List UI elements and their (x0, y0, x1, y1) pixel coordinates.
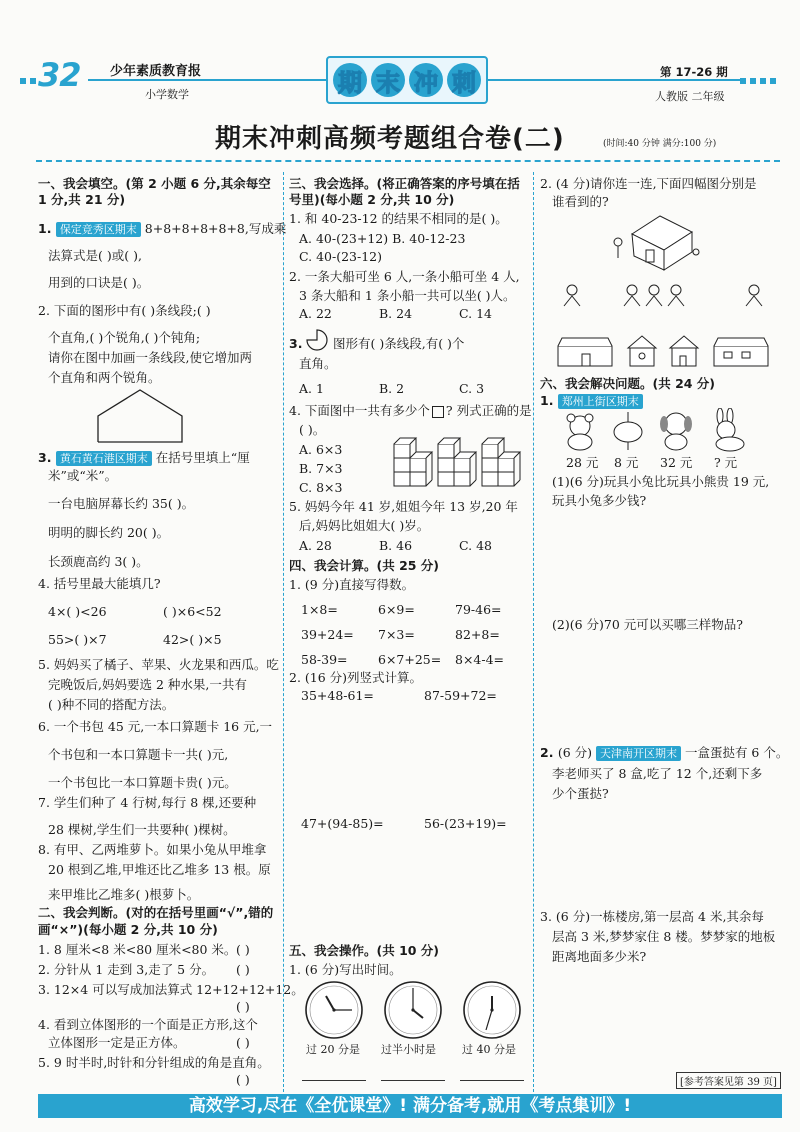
question-text: 米”或“米”。 (48, 468, 118, 483)
choice-option: C. 14 (459, 306, 492, 321)
question-4: 4. 括号里最大能填几? (38, 576, 161, 591)
question-8: 8. 有甲、乙两堆萝卜。如果小兔从甲堆拿 (38, 842, 267, 857)
choice-options: C. 40-(23-12) (299, 249, 382, 264)
page-title: 期末冲刺高频考题组合卷(二) (215, 124, 565, 154)
children-illustration (560, 282, 780, 308)
question-text: 一盒蛋挞有 6 个。 (684, 745, 789, 760)
calc-item: 8×4-4= (455, 652, 505, 667)
problem-3: 3. (6 分)一栋楼房,第一层高 4 米,其余每 (540, 909, 764, 924)
choice-4 (289, 403, 532, 419)
answer-paren[interactable]: ( ) (236, 942, 250, 957)
answer-line[interactable] (460, 1080, 524, 1081)
section-2-title: 画“×”)(每小题 2 分,共 10 分) (38, 922, 218, 937)
section-4-title: 四、我会计算。(共 25 分) (289, 558, 440, 573)
source-tag: 黄石黄石港区期末 (56, 451, 152, 466)
question-2: 2. 下面的图形中有( )条线段;( ) (38, 303, 211, 318)
choice-3-number: 3. (289, 336, 303, 351)
question-7: 7. 学生们种了 4 行树,每行 8 棵,还要种 (38, 795, 257, 810)
choice-1: 1. 和 40-23-12 的结果不相同的是( )。 (289, 211, 508, 226)
clock-icon (462, 980, 522, 1040)
subject-label: 小学数学 (145, 88, 189, 101)
banner-logo (326, 56, 488, 104)
problem-1: 1. 郑州上街区期末 (540, 393, 643, 409)
choice-2: 2. 一条大船可坐 6 人,一条小船可坐 4 人, (289, 269, 520, 284)
price-label: 32 元 (660, 455, 693, 470)
header-rule-left (88, 79, 326, 81)
choice-3: 图形有( )条线段,有( )个 (333, 336, 465, 351)
clock-icon (304, 980, 364, 1040)
question-text: ? 列式正确的是 (445, 403, 532, 418)
vertical-calc: 56-(23+19)= (424, 816, 507, 831)
question-text: 个书包和一本口算题卡一共( )元, (48, 747, 229, 762)
section-2-title: 二、我会判断。(对的在括号里画“√”,错的 (38, 905, 274, 920)
clock-label: 过 40 分是 (462, 1043, 516, 1056)
question-text: ( )种不同的搭配方法。 (48, 697, 175, 712)
question-text: 3 条大船和 1 条小船一共可以坐( )人。 (299, 288, 516, 303)
title-divider (36, 160, 780, 162)
question-text: 谁看到的? (552, 194, 609, 209)
cube-stacks-figure (392, 430, 522, 488)
choice-option: A. 28 (299, 538, 332, 553)
banner-char: 刺 (447, 63, 481, 97)
vertical-calc: 47+(94-85)= (301, 816, 384, 831)
price-label: ? 元 (714, 455, 738, 470)
judge-2: 2. 分针从 1 走到 3,走了 5 分。 (38, 962, 215, 977)
choice-option: B. 2 (379, 381, 405, 396)
question-text: 55>( )×7 (48, 632, 107, 647)
question-text: 个直角和两个锐角。 (48, 370, 161, 385)
question-text: 20 根到乙堆,甲堆还比乙堆多 13 根。原 (48, 862, 271, 877)
calc-item: 39+24= (301, 627, 354, 642)
answer-reference: [参考答案见第 39 页] (676, 1072, 781, 1089)
operate-2: 2. (4 分)请你连一连,下面四幅图分别是 (540, 176, 757, 191)
section-3-title: 三、我会选择。(将正确答案的序号填在括 (289, 176, 520, 191)
question-text: 用到的口诀是( )。 (48, 275, 150, 290)
footer-banner: 高效学习,尽在《全优课堂》! 满分备考,就用《考点集训》! (38, 1094, 782, 1118)
price-label: 8 元 (614, 455, 639, 470)
section-6-title: 六、我会解决问题。(共 24 分) (540, 376, 716, 391)
question-text: 李老师买了 8 盒,吃了 12 个,还剩下多 (552, 766, 763, 781)
question-text: 4×( )<26 (48, 604, 107, 619)
choice-option: B. 24 (379, 306, 413, 321)
newspaper-name: 少年素质教育报 (110, 64, 202, 79)
calc-item: 6×9= (378, 602, 415, 617)
choice-option: B. 7×3 (299, 461, 343, 476)
toy-top-icon (610, 410, 646, 452)
question-text: 个直角,( )个锐角,( )个钝角; (48, 330, 201, 345)
answer-paren[interactable]: ( ) (236, 1035, 250, 1050)
question-text: 28 棵树,学生们一共要种( )棵树。 (48, 822, 236, 837)
calc-1: 1. (9 分)直接写得数。 (289, 577, 415, 592)
issue-label: 第 17-26 期 (660, 65, 728, 79)
problem-1-part-1: (1)(6 分)玩具小兔比玩具小熊贵 19 元, (552, 474, 770, 489)
question-text: 来甲堆比乙堆多( )根萝卜。 (48, 887, 200, 902)
section-5-title: 五、我会操作。(共 10 分) (289, 943, 440, 958)
cube-icon (432, 406, 444, 418)
judge-4: 4. 看到立体图形的一个面是正方形,这个 (38, 1017, 258, 1032)
question-text: 玩具小兔多少钱? (552, 493, 647, 508)
clock-label: 过 20 分是 (306, 1043, 360, 1056)
choice-option: A. 22 (299, 306, 332, 321)
choice-option: C. 48 (459, 538, 492, 553)
judge-5: 5. 9 时半时,时针和分针组成的角是直角。 (38, 1055, 270, 1070)
clock-icon (383, 980, 443, 1040)
question-text: 长颈鹿高约 3( )。 (48, 554, 149, 569)
clock-label: 过半小时是 (381, 1043, 436, 1056)
question-text: 距离地面多少米? (552, 949, 647, 964)
calc-item: 6×7+25= (378, 652, 442, 667)
question-text: 完晚饭后,妈妈要选 2 种水果,一共有 (48, 677, 247, 692)
question-text: 立体图形一定是正方体。 (48, 1035, 186, 1050)
answer-paren[interactable]: ( ) (236, 1072, 250, 1087)
choice-option: C. 3 (459, 381, 485, 396)
choice-option: A. 6×3 (299, 442, 343, 457)
question-5: 5. 妈妈买了橘子、苹果、火龙果和西瓜。吃 (38, 657, 279, 672)
pentagon-figure (96, 388, 186, 444)
choice-options: A. 40-(23+12) B. 40-12-23 (299, 231, 466, 246)
source-tag: 郑州上街区期末 (558, 394, 643, 409)
vertical-calc: 35+48-61= (301, 688, 374, 703)
judge-1: 1. 8 厘米<8 米<80 厘米<80 米。 (38, 942, 237, 957)
question-text: 8+8+8+8+8+8,写成乘 (144, 221, 287, 236)
vertical-calc: 87-59+72= (424, 688, 497, 703)
answer-line[interactable] (381, 1080, 445, 1081)
calc-item: 7×3= (378, 627, 415, 642)
sector-figure (303, 328, 331, 352)
calc-item: 58-39= (301, 652, 348, 667)
question-text: ( )×6<52 (163, 604, 222, 619)
question-text: 4. 下面图中一共有多少个 (289, 403, 430, 418)
choice-option: A. 1 (299, 381, 324, 396)
question-text: 明明的脚长约 20( )。 (48, 525, 170, 540)
question-text: 一台电脑屏幕长约 35( )。 (48, 496, 195, 511)
question-text: 42>( )×5 (163, 632, 222, 647)
question-text: 请你在图中加画一条线段,使它增加两 (48, 350, 252, 365)
question-text: ( )。 (299, 422, 326, 437)
header-stripes-right (740, 78, 780, 84)
operate-1: 1. (6 分)写出时间。 (289, 962, 402, 977)
banner-char: 冲 (409, 63, 443, 97)
header-stripes-left (20, 78, 38, 84)
calc-item: 82+8= (455, 627, 500, 642)
question-text: 一个书包比一本口算题卡贵( )元。 (48, 775, 237, 790)
answer-paren[interactable]: ( ) (236, 962, 250, 977)
question-6: 6. 一个书包 45 元,一本口算题卡 16 元,一 (38, 719, 273, 734)
section-1-title: 1 分,共 21 分) (38, 192, 126, 207)
column-divider (533, 172, 534, 1092)
question-text: 法算式是( )或( ), (48, 248, 142, 263)
page-number: 32 (38, 56, 81, 94)
section-1-title: 一、我会填空。(第 2 小题 6 分,其余每空 (38, 176, 271, 191)
banner-char: 末 (371, 63, 405, 97)
problem-1-part-2: (2)(6 分)70 元可以买哪三样物品? (552, 617, 743, 632)
calc-item: 1×8= (301, 602, 338, 617)
price-label: 28 元 (566, 455, 599, 470)
choice-option: B. 46 (379, 538, 413, 553)
question-text: 层高 3 米,梦梦家住 8 楼。梦梦家的地板 (552, 929, 776, 944)
question-text: 后,妈妈比姐姐大( )岁。 (299, 518, 430, 533)
banner-char: 期 (333, 63, 367, 97)
calc-item: 79-46= (455, 602, 502, 617)
question-3: 3. 黄石黄石港区期末 在括号里填上“厘 (38, 450, 250, 465)
question-text: 少个蛋挞? (552, 786, 609, 801)
problem-2: 2. (6 分) 天津南开区期末 一盒蛋挞有 6 个。 (540, 745, 789, 760)
choice-option: C. 8×3 (299, 480, 343, 495)
question-text: 直角。 (299, 356, 337, 371)
choice-5: 5. 妈妈今年 41 岁,姐姐今年 13 岁,20 年 (289, 499, 518, 514)
question-1: 1. 保定竞秀区期末 8+8+8+8+8+8,写成乘 (38, 221, 287, 236)
edition-label: 人教版 二年级 (655, 90, 725, 103)
column-divider (283, 172, 284, 1092)
source-tag: 天津南开区期末 (596, 746, 681, 761)
question-text: 在括号里填上“厘 (155, 450, 250, 465)
house-illustration (610, 212, 700, 272)
house-views-illustration (556, 334, 776, 368)
calc-2: 2. (16 分)列竖式计算。 (289, 670, 423, 685)
toy-dog-icon (656, 408, 696, 452)
toy-rabbit-icon (706, 408, 750, 452)
judge-3: 3. 12×4 可以写成加法算式 12+12+12+12。 (38, 982, 304, 997)
answer-paren[interactable]: ( ) (236, 999, 250, 1014)
section-3-title: 号里)(每小题 2 分,共 10 分) (289, 192, 455, 207)
toy-bear-icon (560, 410, 600, 452)
answer-line[interactable] (302, 1080, 366, 1081)
time-score-info: (时间:40 分钟 满分:100 分) (603, 139, 717, 149)
source-tag: 保定竞秀区期末 (56, 222, 141, 237)
